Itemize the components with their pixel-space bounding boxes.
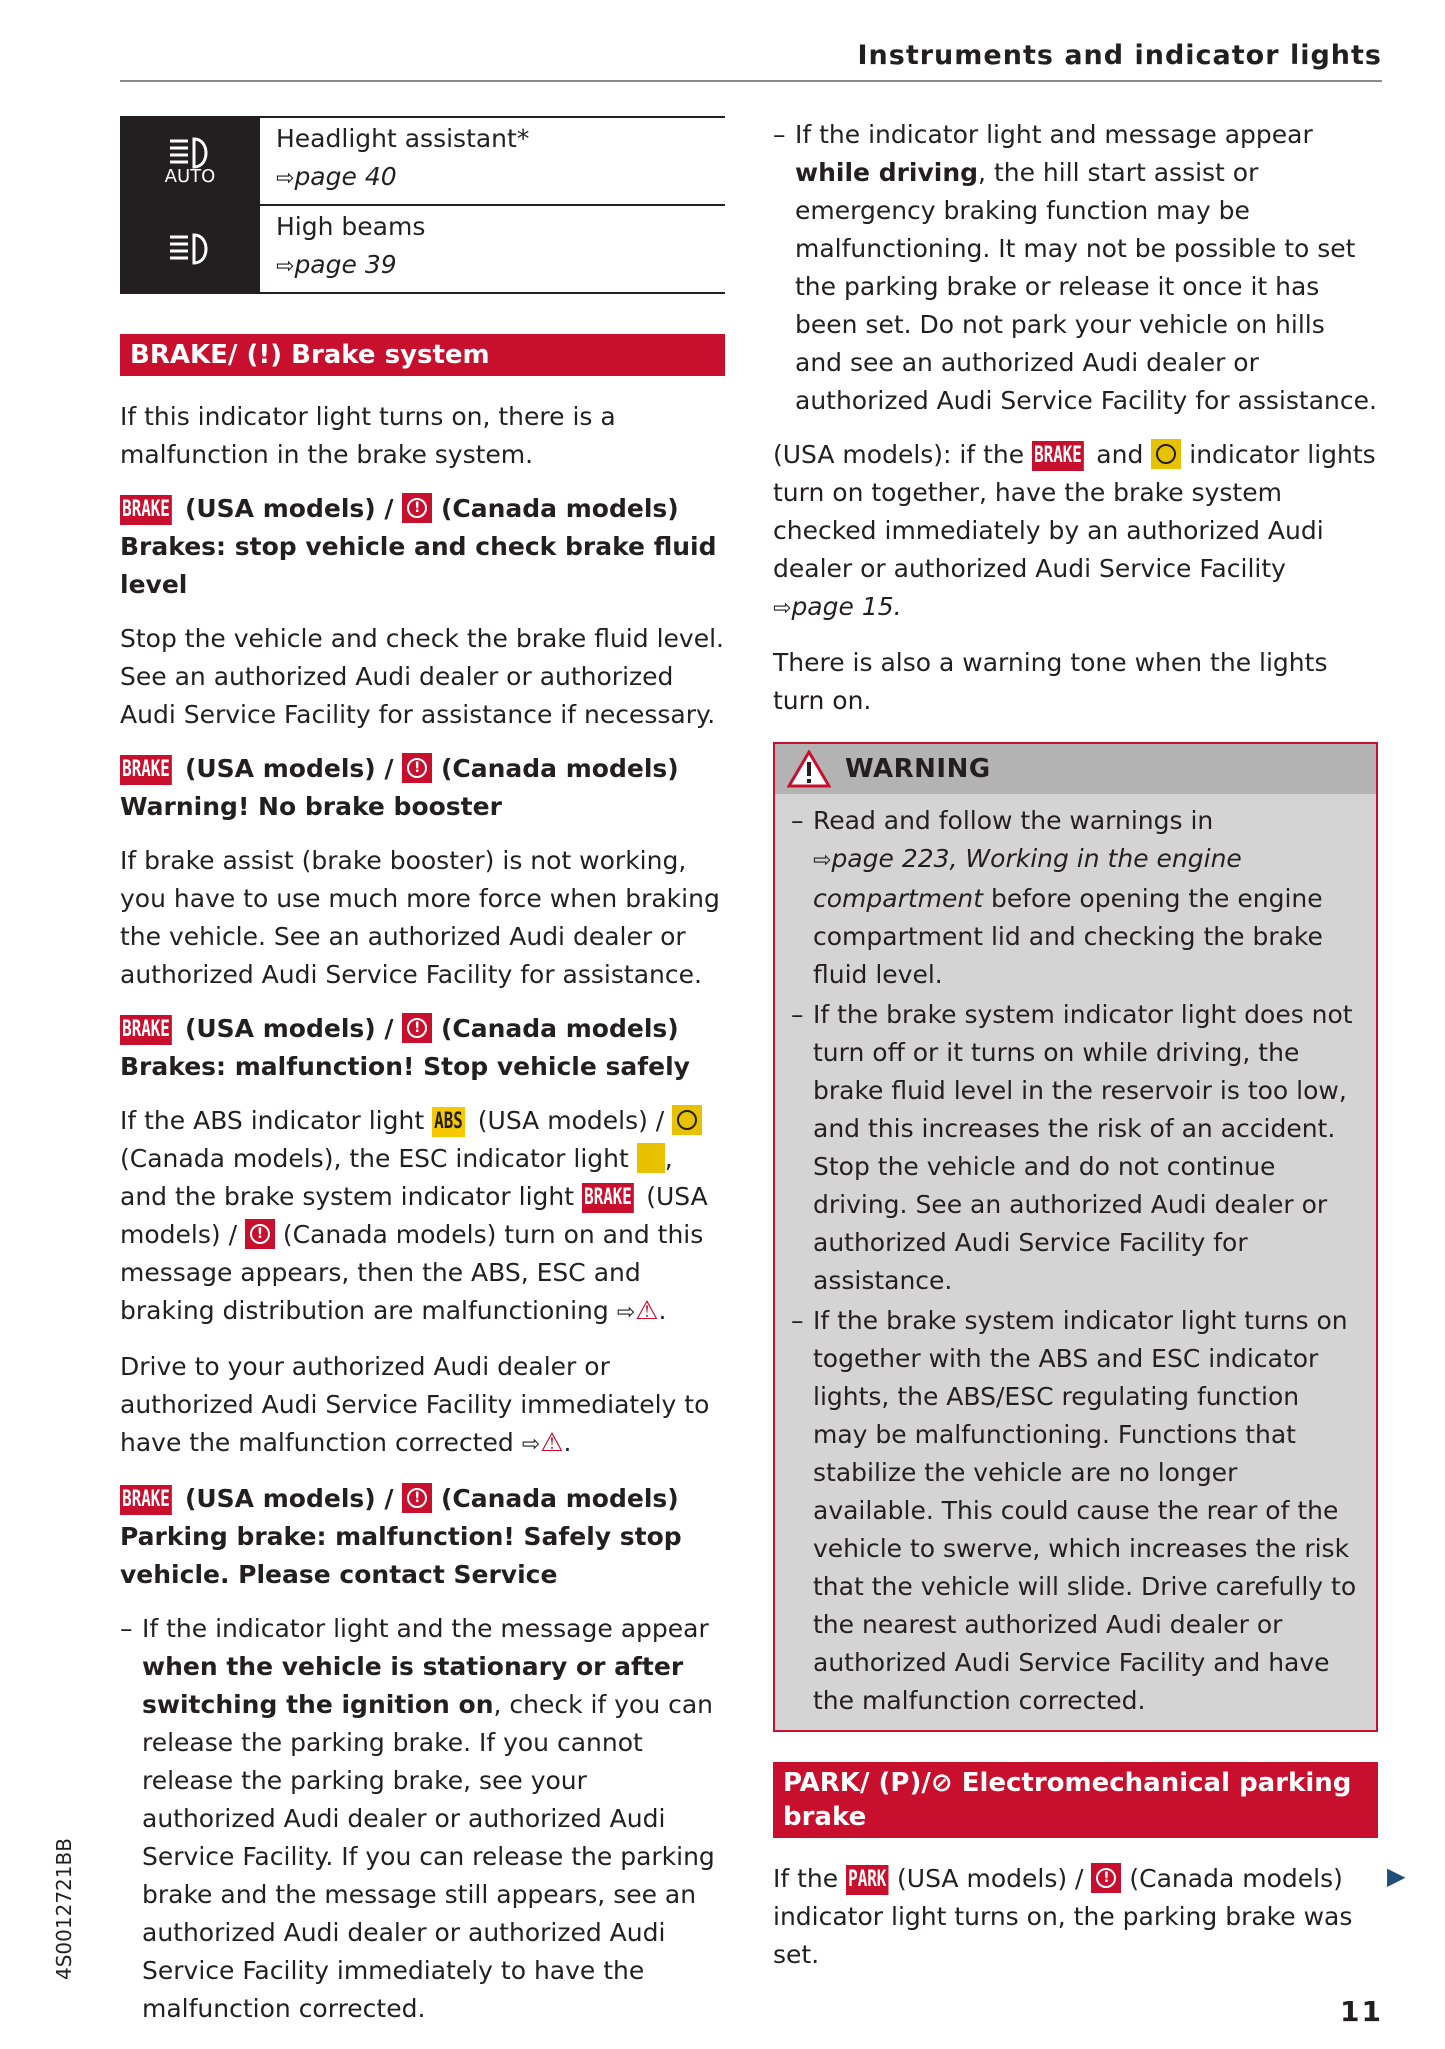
abs-canada-icon [672, 1105, 702, 1135]
brake-canada-icon [402, 1483, 432, 1513]
brake-indicator-icon: BRAKE [120, 1485, 172, 1515]
brake-wear-icon [1151, 439, 1181, 469]
arrow-right-icon: ⇨ [616, 1300, 636, 1325]
brake-indicator-icon: BRAKE [120, 755, 172, 785]
warning-triangle-icon [787, 750, 831, 788]
warning-triangle-icon[interactable]: ⚠ [635, 1296, 659, 1326]
message-body-3: If the ABS indicator light ABS (USA models) / (Canada models), the ESC indicator light , and the brake system indicator light BRAKE (USA models) / ! (Canada models) turn on and this message appears, then the ABS, ESC and braking distribution are malfunctioning ⇨⚠. [120, 1102, 725, 1332]
list-item: – If the brake system indicator light does not turn off or it turns on while driving, the brake fluid level in the reservoir is too low, and this increases the risk of an accident. Stop the vehicle and do not continue driving. See an authorized Audi dealer or authorized Audi Service Facility for assistance. [791, 996, 1360, 1300]
brake-intro: If this indicator light turns on, there is a malfunction in the brake system. [120, 402, 616, 469]
page-link[interactable]: page 39 [294, 250, 397, 279]
parking-brake-list [120, 1610, 725, 2028]
message-body-2: If brake assist (brake booster) is not working, you have to use much more force when braking the vehicle. See an authorized Audi dealer or authorized Audi Service Facility for assistance. [120, 846, 720, 989]
page-header-title: Instruments and indicator lights [857, 40, 1382, 71]
park-indicator-icon: PARK [846, 1865, 888, 1895]
message-body-3b: Drive to your authorized Audi dealer or authorized Audi Service Facility immediately to have the malfunction corrected ⇨⚠. [120, 1348, 725, 1464]
indicator-label: Headlight assistant* [276, 124, 530, 153]
message-heading-3: BRAKE (USA models) / ! (Canada models) Brakes: malfunction! Stop vehicle safely [120, 1010, 725, 1086]
park-section-heading [773, 1762, 1378, 1838]
indicator-table [120, 116, 725, 294]
brake-indicator-icon: BRAKE [120, 1015, 172, 1045]
brake-indicator-icon: BRAKE [582, 1183, 634, 1213]
message-heading-4: BRAKE (USA models) / ! (Canada models) Parking brake: malfunction! Safely stop vehicle. Please contact Service [120, 1480, 725, 1594]
page-number: 11 [1340, 1995, 1383, 2028]
continue-arrow-icon[interactable]: ▶ [1387, 1862, 1406, 1890]
brake-canada-icon [402, 1013, 432, 1043]
park-heading-title: Electromechanical parking brake [783, 1768, 1352, 1832]
brake-indicator-icon: BRAKE [1032, 441, 1084, 471]
arrow-right-icon: ⇨ [813, 848, 832, 873]
list-item: – If the indicator light and message appear while driving, the hill start assist or emergency braking function may be malfunctioning. It may not be possible to set the parking brake or release it once it has been set. Do not park your vehicle on hills and see an authorized Audi dealer or authorized Audi Service Facility for assistance. [773, 116, 1378, 420]
left-column [120, 116, 725, 2044]
page-link[interactable]: page 223, Working in the engine compartment [813, 844, 1242, 913]
page-link[interactable]: page 40 [294, 162, 397, 191]
brake-canada-icon [402, 493, 432, 523]
brake-circle-icon: (!) [246, 340, 283, 370]
warning-triangle-icon[interactable]: ⚠ [540, 1428, 564, 1458]
warning-list [791, 802, 1360, 1720]
document-code: 4S0012721BB [52, 1838, 76, 1980]
warning-box [773, 742, 1378, 1732]
park-canada-icon [1091, 1863, 1121, 1893]
warning-tone-paragraph: There is also a warning tone when the lights turn on. [773, 648, 1328, 715]
park-heading-tag: PARK/ [783, 1768, 870, 1798]
right-column [773, 116, 1378, 1990]
arrow-right-icon: ⇨ [276, 166, 295, 191]
usa-models-paragraph: (USA models): if the BRAKE and indicator lights turn on together, have the brake system checked immediately by an authorized Audi dealer or authorized Audi Service Facility ⇨page 15. [773, 440, 1376, 621]
list-item: – If the indicator light and the message appear when the vehicle is stationary or after switching the ignition on, check if you can release the parking brake. If you cannot release the parking brake, see your authorized Audi dealer or authorized Audi Service Facility. If you can release the parking brake and the message still appears, see an authorized Audi dealer or authorized Audi Service Facility immediately to have the malfunction corrected. [120, 1610, 725, 2028]
abs-indicator-icon: ABS [432, 1107, 465, 1137]
parking-brake-icon: (P)/⊘ [878, 1768, 953, 1798]
brake-heading-title: Brake system [291, 340, 490, 370]
brake-section-heading [120, 334, 725, 376]
list-item: – Read and follow the warnings in ⇨page 223, Working in the engine compartment before opening the engine compartment lid and checking the brake fluid level. [791, 802, 1360, 994]
brake-heading-tag: BRAKE/ [130, 340, 238, 370]
headlight-assistant-icon [120, 118, 260, 204]
arrow-right-icon: ⇨ [521, 1432, 541, 1457]
brake-indicator-icon: BRAKE [120, 495, 172, 525]
brake-canada-icon [245, 1219, 275, 1249]
list-item: – If the brake system indicator light turns on together with the ABS and ESC indicator lights, the ABS/ESC regulating function may be malfunctioning. Functions that stabilize the vehicle are no longer available. This could cause the rear of the vehicle to swerve, which increases the risk that the vehicle will slide. Drive carefully to the nearest authorized Audi dealer or authorized Audi Service Facility and have the malfunction corrected. [791, 1302, 1360, 1720]
arrow-right-icon: ⇨ [773, 596, 792, 621]
message-heading-2: BRAKE (USA models) / ! (Canada models) Warning! No brake booster [120, 750, 725, 826]
park-paragraph: If the PARK (USA models) / ! (Canada models) indicator light turns on, the parking brake was set. [773, 1860, 1378, 1974]
indicator-row [120, 118, 725, 206]
message-heading-1: BRAKE (USA models) / ! (Canada models) Brakes: stop vehicle and check brake fluid level [120, 490, 725, 604]
message-body-1: Stop the vehicle and check the brake fluid level. See an authorized Audi dealer or authorized Audi Service Facility for assistance if necessary. [120, 624, 724, 729]
brake-canada-icon [402, 753, 432, 783]
esc-indicator-icon [637, 1143, 665, 1173]
indicator-row [120, 206, 725, 294]
high-beams-icon [120, 206, 260, 292]
arrow-right-icon: ⇨ [276, 254, 295, 279]
auto-label: AUTO [164, 166, 216, 187]
parking-brake-list-cont [773, 116, 1378, 420]
indicator-label: High beams [276, 212, 426, 241]
page-link[interactable]: page 15. [791, 592, 902, 621]
page-header [120, 40, 1382, 82]
warning-heading: WARNING [775, 744, 1376, 794]
